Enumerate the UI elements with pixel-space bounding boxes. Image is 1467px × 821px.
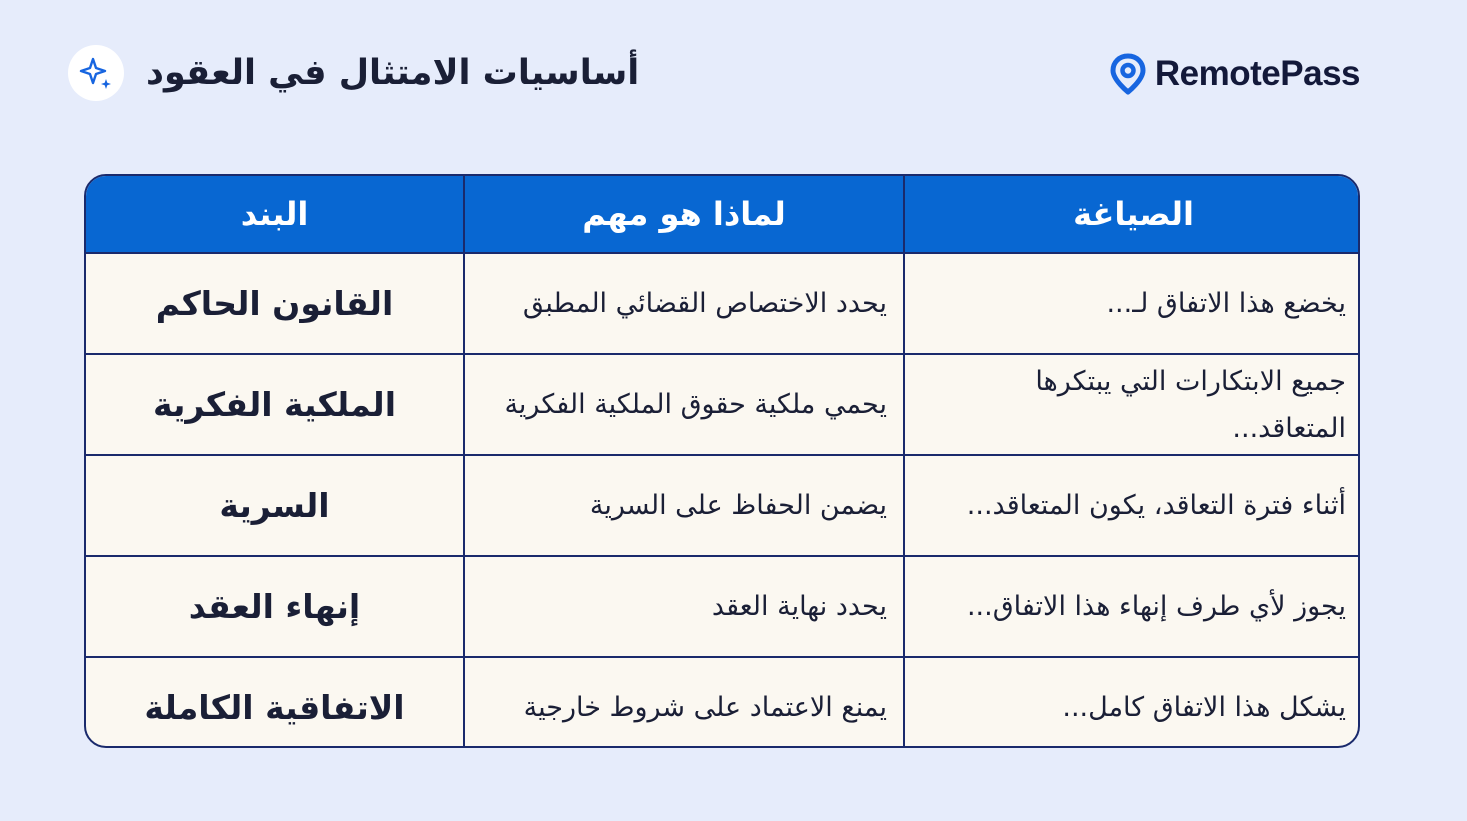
- clause-cell: السرية: [86, 455, 464, 556]
- wording-cell: يخضع هذا الاتفاق لـ...: [904, 253, 1360, 354]
- column-header-clause: البند: [86, 176, 464, 253]
- wording-cell: جميع الابتكارات التي يبتكرها المتعاقد...: [904, 354, 1360, 455]
- clause-cell: القانون الحاكم: [86, 253, 464, 354]
- column-header-wording: الصياغة: [904, 176, 1360, 253]
- location-pin-logo-icon: [1109, 53, 1147, 95]
- wording-cell: يجوز لأي طرف إنهاء هذا الاتفاق...: [904, 556, 1360, 657]
- sparkle-badge: [68, 45, 124, 101]
- table-row: [86, 455, 1360, 556]
- why-cell: يمنع الاعتماد على شروط خارجية: [464, 657, 904, 748]
- sparkle-icon: [78, 55, 114, 91]
- brand-logo: [1109, 50, 1360, 98]
- clause-cell: الملكية الفكرية: [86, 354, 464, 455]
- table-row: [86, 253, 1360, 354]
- why-cell: يحدد نهاية العقد: [464, 556, 904, 657]
- contract-clauses-table: [84, 174, 1360, 748]
- clause-cell: إنهاء العقد: [86, 556, 464, 657]
- table-row: [86, 556, 1360, 657]
- table-row: [86, 354, 1360, 455]
- why-cell: يحمي ملكية حقوق الملكية الفكرية: [464, 354, 904, 455]
- table-row: [86, 657, 1360, 748]
- clause-cell: الاتفاقية الكاملة: [86, 657, 464, 748]
- page-title: أساسيات الامتثال في العقود: [146, 53, 640, 93]
- why-cell: يضمن الحفاظ على السرية: [464, 455, 904, 556]
- table-header-row: [86, 176, 1360, 253]
- brand-name: RemotePass: [1154, 54, 1360, 93]
- wording-cell: يشكل هذا الاتفاق كامل...: [904, 657, 1360, 748]
- wording-cell: أثناء فترة التعاقد، يكون المتعاقد...: [904, 455, 1360, 556]
- why-cell: يحدد الاختصاص القضائي المطبق: [464, 253, 904, 354]
- column-header-why: لماذا هو مهم: [464, 176, 904, 253]
